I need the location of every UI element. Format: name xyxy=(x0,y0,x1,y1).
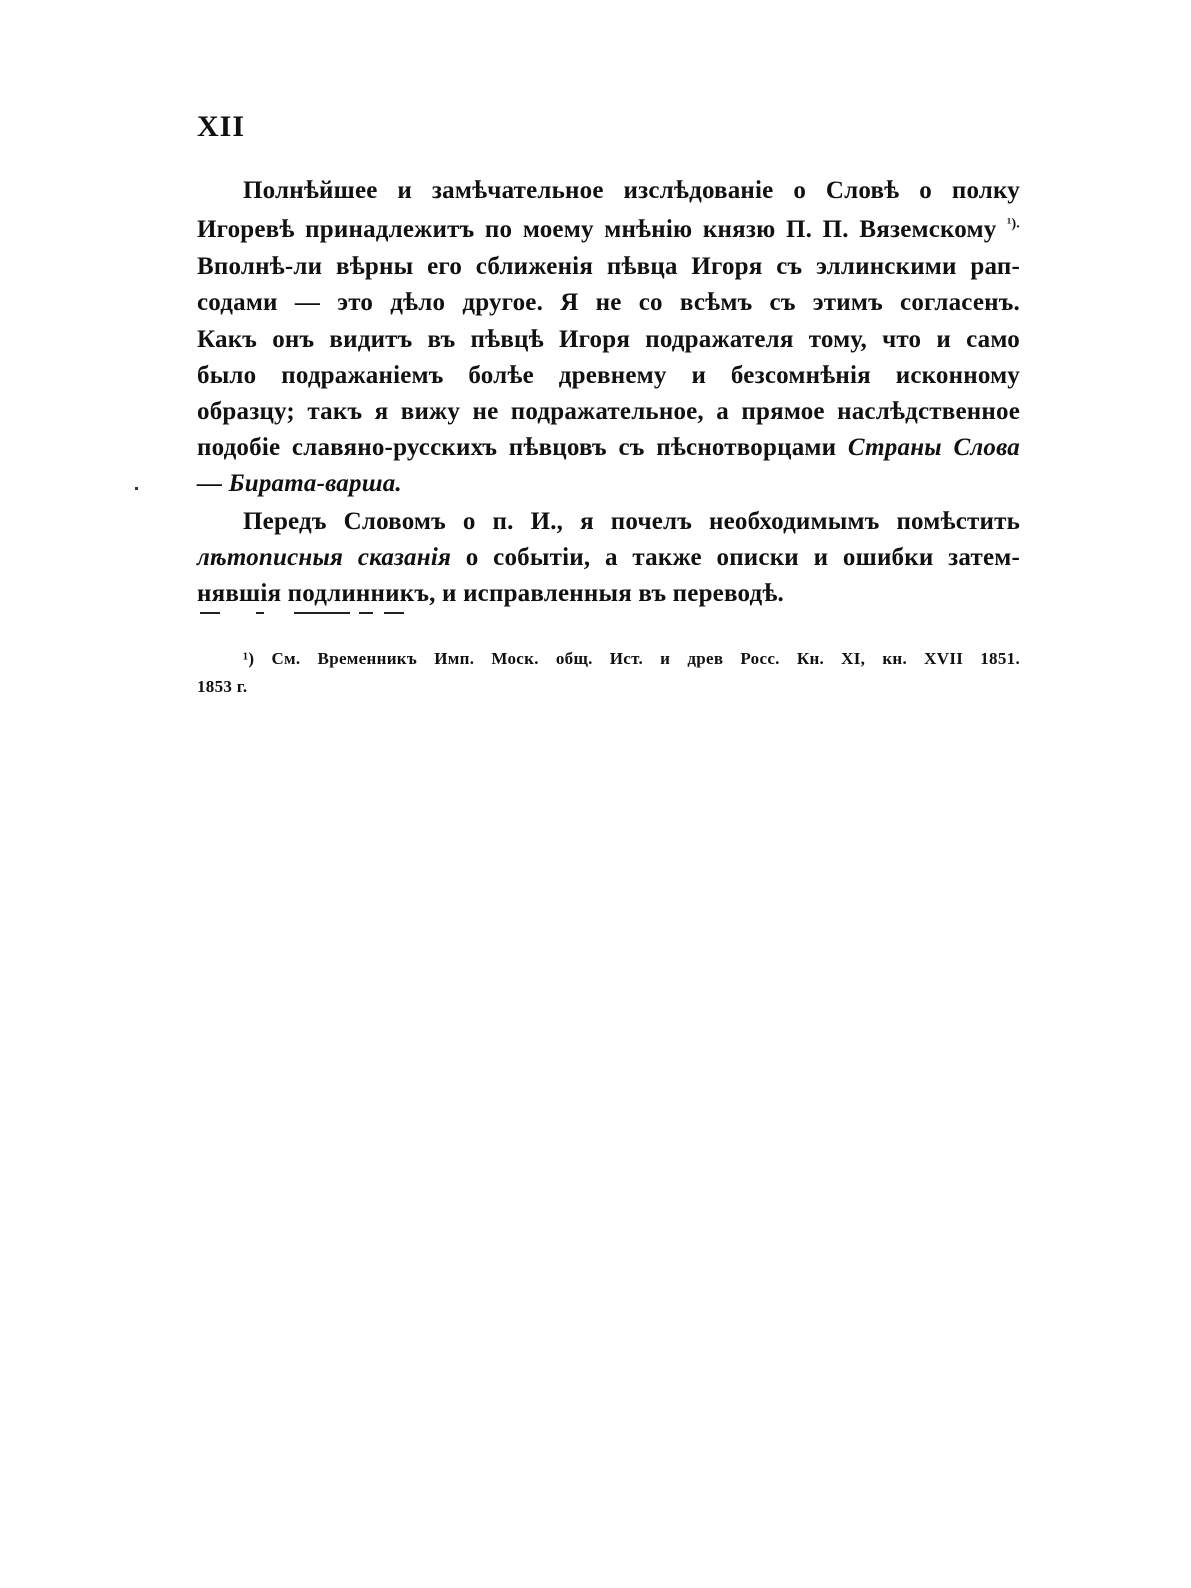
footnote-separator xyxy=(294,612,350,614)
paragraph-2-line-3: нявшія подлинникъ, и исправленныя въ переводѣ. xyxy=(197,580,784,607)
page-number: XII xyxy=(197,110,246,143)
footnote-separator xyxy=(384,612,404,614)
paragraph-1-line-3: Вполнѣ-ли вѣрны его сближенія пѣвца Игоря съ эллинскими рап- xyxy=(197,253,1020,280)
footnote-separator xyxy=(200,612,220,614)
paragraph-2-line-2: лѣтописныя сказанія о событіи, а также описки и ошибки затем- xyxy=(197,544,1020,571)
paragraph-1-line-5: Какъ онъ видитъ въ пѣвцѣ Игоря подражателя тому, что и само xyxy=(197,326,1020,353)
paragraph-1-line-9: — Бирата-варша. xyxy=(197,470,402,497)
paragraph-1-line-4: содами — это дѣло другое. Я не со всѣмъ съ этимъ согласенъ. xyxy=(197,289,1020,316)
footnote-separator xyxy=(359,612,373,614)
footnote-separator xyxy=(256,612,264,614)
footnote-line-2: 1853 г. xyxy=(197,677,248,696)
italic-chronicle-tales: лѣтописныя сказанія xyxy=(197,544,452,571)
italic-country-name: Страны Слова xyxy=(847,434,1020,461)
paragraph-2-line-1: Передъ Словомъ о п. И., я почелъ необходимымъ помѣстить xyxy=(243,508,1020,535)
paragraph-1-line-7: образцу; такъ я вижу не подражательное, а прямое наслѣдственное xyxy=(197,398,1020,425)
stray-mark xyxy=(135,487,138,490)
footnote-reference: ¹). xyxy=(1007,216,1021,232)
paragraph-1-line-6: было подражаніемъ болѣе древнему и безсомнѣнія исконному xyxy=(197,362,1020,389)
footnote-line-1: ¹) См. Временникъ Имп. Моск. общ. Ист. и древ Росс. Кн. XI, кн. XVII 1851. xyxy=(243,649,1020,668)
paragraph-1-line-1: Полнѣйшее и замѣчательное изслѣдованіе о Словѣ о полку xyxy=(243,177,1020,204)
paragraph-1-line-2: Игоревѣ принадлежитъ по моему мнѣнію князю П. П. Вяземскому $^{^1).}$ xyxy=(197,216,1021,243)
paragraph-1-line-8: подобіе славяно-русскихъ пѣвцовъ съ пѣснотворцами Страны Слова xyxy=(197,434,1020,461)
